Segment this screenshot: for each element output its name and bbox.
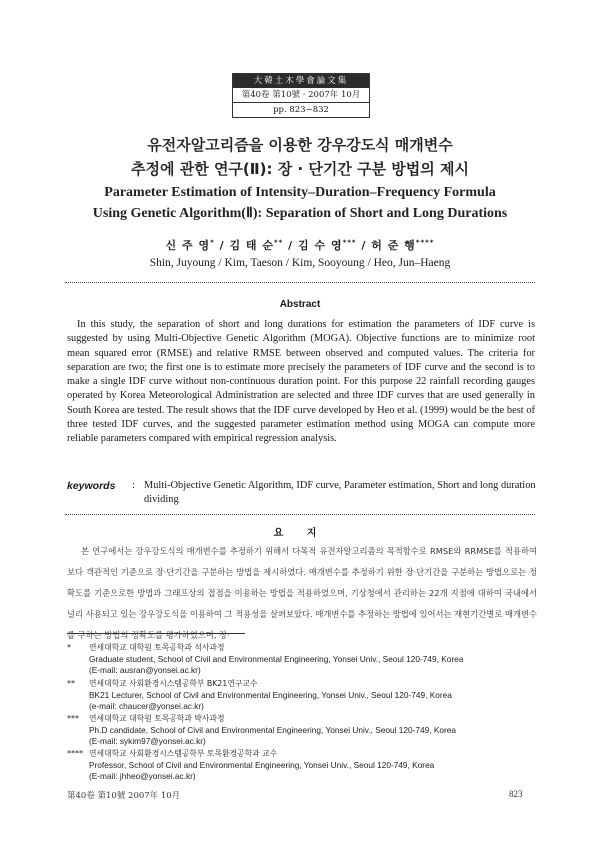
footnote-rule: [67, 633, 245, 634]
footnote-2-mark: **: [67, 679, 75, 688]
footnote-4-en: Professor, School of Civil and Environmental Engineering, Yonsei Univ., Seoul 120-749, Korea: [89, 759, 435, 770]
page-number: 823: [509, 789, 523, 799]
author-3-mark: ***: [342, 238, 357, 247]
footnote-2-en: BK21 Lecturer, School of Civil and Environmental Engineering, Yonsei Univ., Seoul 120-749, Korea: [89, 689, 452, 700]
journal-pages: pp. 823~832: [273, 105, 329, 115]
footnote-3-ko: 연세대학교 대학원 토목공학과 박사과정: [89, 714, 225, 723]
footnote-1: [67, 642, 537, 677]
footnote-4: [67, 748, 537, 783]
title-en-line2: Using Genetic Algorithm(Ⅱ): Separation of Short and Long Durations: [92, 206, 508, 221]
author-1: 신 주 영: [165, 239, 211, 252]
summary-heading: 요 지: [273, 528, 327, 539]
abstract-heading: Abstract: [279, 299, 321, 310]
summary-text: 본 연구에서는 강우강도식의 매개변수를 추정하기 위해서 다목적 유전자알고리즘의 목적함수로 RMSE와 RRMSE를 적용하여 보다 객관적인 기준으로 장·단기간을 구분하는 방법을 제시하였다. 매개변수를 추정하기 위한 장·단기간을 구분하는 방법으로는 정확도를 기준으로한 방법과 그래프상의 접점을 이용하는 방법을 적용하였으며, 기상청에서 관리하는 22개 지점에 대하여 국내에서 널리 사용되고 있는 강우강도식을 이용하여 그 적용성을 살펴보았다. 매개변수를 추정하는 방법에 있어서는 재현기간별로 매개변수를 구하는 방법의 정확도를 평가하였으며, 장·: [67, 546, 537, 640]
journal-name: 大韓土木學會論文集: [233, 74, 369, 88]
keywords-colon: :: [132, 480, 135, 491]
footnote-2-email: (e-mail: chaucer@yonsei.ac.kr): [89, 701, 204, 711]
footnote-4-ko: 연세대학교 사회환경시스템공학부 토목환경공학과 교수: [89, 749, 278, 758]
title-ko-line1: 유전자알고리즘을 이용한 강우강도식 매개변수: [147, 136, 453, 154]
footnote-2: [67, 678, 537, 713]
author-2-mark: **: [274, 238, 284, 247]
footnote-1-ko: 연세대학교 대학원 토목공학과 석사과정: [89, 643, 225, 652]
footnote-2-ko: 연세대학교 사회환경시스템공학부 BK21연구교수: [89, 679, 258, 688]
abstract-text: In this study, the separation of short and long durations for estimation the parameters of IDF curve is suggested by using Multi-Objective Genetic Algorithm (MOGA). Objective functions are to minimize root mean squared error (RMSE) and relative RMSE between observed and computed values. The criteria for separation are two; the first one is to estimate more precisely the parameters of IDF curve and the second is to make a single IDF curve without non-continuous duration point. For this purpose 22 rainfall recording gauges operated by Korea Meteorological Administration are selected and three IDF curves that are used generally in South Korea are tested. The result shows that the IDF curve developed by Heo et al. (1999) would be the best of three tested IDF curves, and the suggested parameter estimation method using MOGA can compute more reliable parameters compared with empirical regression analysis.: [67, 319, 535, 444]
keywords-text: Multi-Objective Genetic Algorithm, IDF curve, Parameter estimation, Short and long duration dividing: [144, 480, 536, 505]
footnote-3-mark: ***: [67, 714, 79, 723]
journal-volume: 第40卷 第10號 · 2007年 10月: [233, 88, 369, 103]
authors-ko: 신 주 영* / 김 태 순** / 김 수 영*** / 허 준 행****: [165, 238, 435, 252]
divider-dotted-mid: [65, 514, 535, 515]
footnote-3-en: Ph.D candidate, School of Civil and Environmental Engineering, Yonsei Univ., Seoul 120-749, Korea: [89, 724, 456, 735]
journal-info-box: [232, 73, 370, 118]
footnote-4-mark: ****: [67, 749, 83, 758]
footer-issue: 第40卷 第10號 2007年 10月: [67, 791, 181, 801]
title-ko-line2: 추정에 관한 연구(Ⅱ): 장 · 단기간 구분 방법의 제시: [131, 160, 469, 178]
keywords-label: keywords: [67, 480, 116, 492]
footnote-3: [67, 713, 537, 748]
author-4-mark: ****: [415, 238, 435, 247]
divider-dotted-top: [65, 282, 535, 283]
author-2: 김 태 순: [229, 239, 274, 252]
author-1-mark: *: [210, 238, 215, 247]
author-4: 허 준 행: [371, 239, 416, 252]
footnote-3-email: (E-mail: sykim97@yonsei.ac.kr): [89, 736, 206, 746]
footnote-1-mark: *: [67, 643, 71, 652]
authors-en: Shin, Juyoung / Kim, Taeson / Kim, Sooyoung / Heo, Jun–Haeng: [149, 257, 451, 269]
footnote-1-en: Graduate student, School of Civil and Environmental Engineering, Yonsei Univ., Seoul 120-749, Korea: [89, 653, 464, 664]
footnote-1-email: (E-mail: ausran@yonsei.ac.kr): [89, 665, 201, 675]
title-en-line1: Parameter Estimation of Intensity–Duration–Frequency Formula: [104, 185, 496, 200]
footnote-4-email: (E-mail: jhheo@yonsei.ac.kr): [89, 771, 196, 781]
author-3: 김 수 영: [298, 239, 343, 252]
